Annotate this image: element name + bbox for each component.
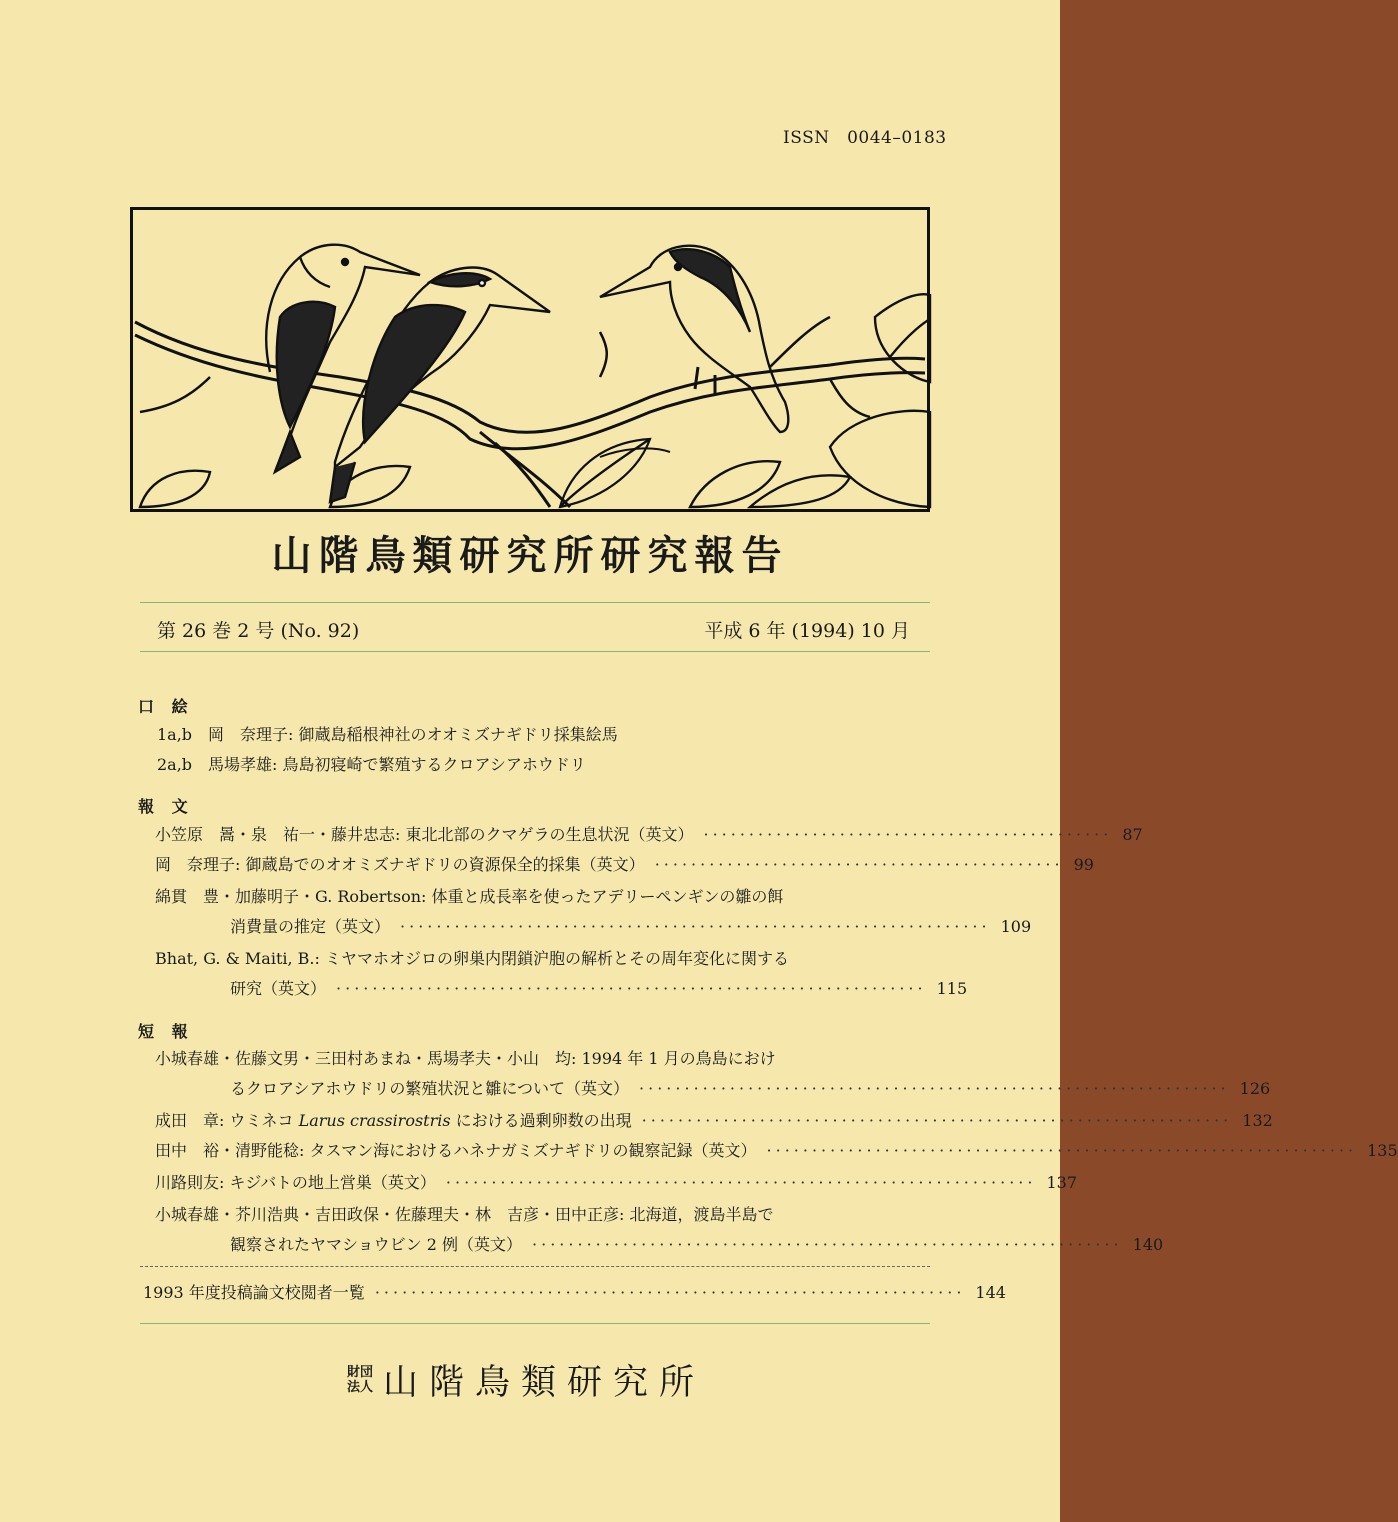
toc-text: 消費量の推定（英文） <box>230 917 391 936</box>
toc-item <box>155 852 1094 876</box>
toc-text: 岡 奈理子: 御蔵島でのオオミズナギドリの資源保全的採集（英文） <box>155 855 645 874</box>
leader-dots: ································································· <box>374 1283 966 1302</box>
leader-dots: ································································· <box>639 1079 1230 1098</box>
volume-number: 第 26 巻 2 号 (No. 92) <box>157 620 360 642</box>
section-heading: 報 文 <box>138 797 194 816</box>
leader-dots: ································································· <box>336 979 927 998</box>
rule <box>140 1323 930 1324</box>
toc-text: 研究（英文） <box>230 979 327 998</box>
toc-item: Bhat, G. & Maiti, B.: ミヤマホオジロの卵巣内閉鎖沪胞の解析とその周年変化に関する <box>155 949 789 968</box>
leader-dots: ································································· <box>641 1111 1233 1130</box>
leader-dots: ································································· <box>766 1141 1358 1160</box>
toc-item <box>155 1170 1078 1194</box>
page-number: 87 <box>1122 825 1143 844</box>
issue-date: 平成 6 年 (1994) 10 月 <box>704 620 910 642</box>
species-name: Larus crassirostris <box>298 1111 451 1130</box>
toc-item <box>143 1280 1006 1304</box>
toc-text: 観察されたヤマショウビン 2 例（英文） <box>230 1235 523 1254</box>
section-heading: 口 絵 <box>138 697 194 716</box>
journal-title: 山階鳥類研究所研究報告 <box>271 533 789 579</box>
issn: ISSN 0044–0183 <box>783 128 947 148</box>
toc-item-continued <box>230 976 968 1000</box>
page-number: 137 <box>1046 1173 1078 1192</box>
page-number: 109 <box>1000 917 1032 936</box>
toc-item-continued <box>230 1232 1164 1256</box>
publisher-name: 山階鳥類研究所 <box>383 1363 706 1403</box>
dashed-rule <box>140 1266 930 1267</box>
page-number: 132 <box>1242 1111 1273 1130</box>
toc-text: 1993 年度投稿論文校閲者一覧 <box>143 1283 365 1302</box>
toc-text: 成田 章: ウミネコ Larus crassirostris における過剰卵数の出現 <box>155 1111 632 1130</box>
toc-item: 小城春雄・芥川浩典・吉田政保・佐藤理夫・林 吉彦・田中正彦: 北海道，渡島半島で <box>155 1205 774 1224</box>
toc-item: 小城春雄・佐藤文男・三田村あまね・馬場孝夫・小山 均: 1994 年 1 月の鳥島におけ <box>155 1049 776 1068</box>
toc-item: 1a,b 岡 奈理子: 御蔵島稲根神社のオオミズナギドリ採集絵馬 <box>157 725 618 744</box>
rule <box>140 602 930 603</box>
publisher <box>347 1355 705 1405</box>
leader-dots: ············································· <box>703 825 1113 844</box>
leader-dots: ································································· <box>445 1173 1037 1192</box>
page-number: 115 <box>936 979 968 998</box>
rule <box>140 651 930 652</box>
leader-dots: ································································· <box>400 917 991 936</box>
page-number: 144 <box>975 1283 1006 1302</box>
publisher-prefix: 財団法人 <box>347 1365 374 1395</box>
page-number: 99 <box>1073 855 1094 874</box>
page-number: 135 <box>1367 1141 1398 1160</box>
toc-item-continued <box>230 1076 1271 1100</box>
toc-item <box>155 822 1143 846</box>
toc-item-continued <box>230 914 1032 938</box>
toc-text: 田中 裕・清野能稔: タスマン海におけるハネナガミズナギドリの観察記録（英文） <box>155 1141 757 1160</box>
toc-item <box>155 1108 1273 1132</box>
leader-dots: ································································· <box>532 1235 1123 1254</box>
toc-item: 2a,b 馬場孝雄: 鳥島初寝崎で繁殖するクロアシアホウドリ <box>157 755 586 774</box>
toc-text: 川路則友: キジバトの地上営巣（英文） <box>155 1173 436 1192</box>
page-number: 140 <box>1132 1235 1164 1254</box>
toc-text: 小笠原 暠・泉 祐一・藤井忠志: 東北北部のクマゲラの生息状況（英文） <box>155 825 694 844</box>
toc-item: 綿貫 豊・加藤明子・G. Robertson: 体重と成長率を使ったアデリーペンギンの雛の餌 <box>155 887 784 906</box>
section-heading: 短 報 <box>138 1022 194 1041</box>
page-number: 126 <box>1239 1079 1271 1098</box>
toc-text: るクロアシアホウドリの繁殖状況と雛について（英文） <box>230 1079 630 1098</box>
toc-item <box>155 1138 1398 1162</box>
kingfisher-illustration <box>130 207 930 512</box>
leader-dots: ············································· <box>654 855 1064 874</box>
